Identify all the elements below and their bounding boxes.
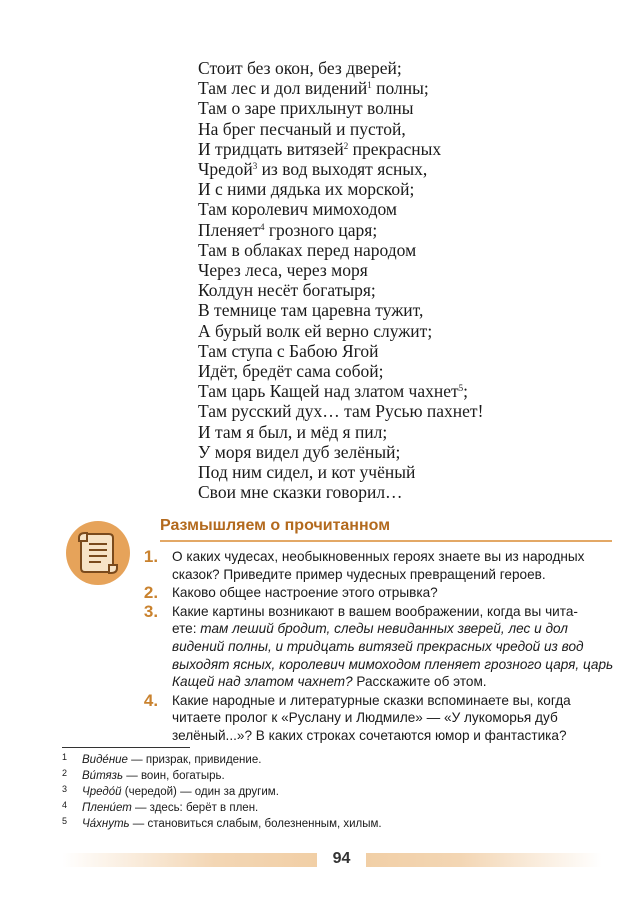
poem-line: Стоит без окон, без дверей; xyxy=(198,58,402,78)
question-item xyxy=(140,548,615,583)
poem xyxy=(198,58,598,502)
section-title: Размышляем о прочитанном xyxy=(160,517,391,534)
poem-line: Чредой$^3$ из вод выходят ясных, xyxy=(198,159,428,180)
footnote-number: 2 xyxy=(62,768,68,778)
poem-line: И тридцать витязей$^2$ прекрасных xyxy=(198,138,442,159)
questions-list xyxy=(140,548,615,746)
footnote-number: 3 xyxy=(62,784,68,794)
question-item xyxy=(140,692,615,745)
page-number: 94 xyxy=(332,850,351,867)
poem-line: А бурый волк ей верно служит; xyxy=(198,320,433,341)
footnote-item xyxy=(62,800,602,816)
question-text: Какие картины возникают в вашем воображении, когда вы чита- ете: там леший бродит, следы невиданных зверей, лес и дол видений полны, и тридцать витязей прекрасных чредой из вод выходят ясных, королевич мимоходом пленяет грозного царя, царь Кащей над златом чахнет? Расскажите об этом. xyxy=(172,603,614,690)
poem-line: В темнице там царевна тужит, xyxy=(198,300,424,321)
poem-line: Там о заре прихлынут волны xyxy=(198,98,414,119)
poem-line: И с ними дядька их морской; xyxy=(198,179,415,200)
footer-bar-right xyxy=(366,853,602,867)
footnote-definition: — становиться слабым, болезненным, хилым. xyxy=(129,818,382,830)
poem-line: Под ним сидел, и кот учёный xyxy=(198,462,416,483)
poem-line: Колдун несёт богатыря; xyxy=(198,280,376,301)
footnote-item xyxy=(62,784,602,800)
title-divider xyxy=(160,540,612,542)
footnote-ref: 4 xyxy=(259,221,265,232)
footnote-term: Ви́тязь xyxy=(82,770,124,782)
poem-line: Там лес и дол видений$^1$ полны; xyxy=(198,78,429,99)
poem-line: У моря видел дуб зелёный; xyxy=(198,441,401,462)
poem-line: Пленяет$^4$ грозного царя; xyxy=(198,219,378,240)
footnote-ref: 3 xyxy=(252,161,258,172)
footnote-item xyxy=(62,768,602,784)
poem-line: На брег песчаный и пустой, xyxy=(198,118,406,139)
poem-line: Там королевич мимоходом xyxy=(198,199,397,220)
question-text: О каких чудесах, необыкновенных героях знаете вы из народных сказок? Приведите пример чудесных превращений героев. xyxy=(172,549,585,582)
question-number: 3. xyxy=(143,601,159,621)
scroll-icon xyxy=(65,520,131,586)
footnote-definition: — здесь: берёт в плен. xyxy=(131,802,259,814)
question-number: 2. xyxy=(143,583,159,603)
footnote-divider xyxy=(62,747,190,748)
footnotes-list xyxy=(62,752,602,832)
footnote-definition: — воин, богатырь. xyxy=(123,770,225,782)
poem-line: Идёт, бредёт сама собой; xyxy=(198,361,384,382)
footnote-number: 1 xyxy=(62,752,68,762)
footnote-ref: 5 xyxy=(458,383,464,394)
footnote-number: 4 xyxy=(62,800,68,810)
question-number: 4. xyxy=(143,690,159,710)
question-item xyxy=(140,584,615,602)
question-item xyxy=(140,603,615,691)
footnote-term: Плени́ет xyxy=(82,802,132,814)
poem-line: Свои мне сказки говорил… xyxy=(198,482,403,503)
footnote-definition: — призрак, привидение. xyxy=(127,754,262,766)
poem-line: Там царь Кащей над златом чахнет$^5$; xyxy=(198,381,469,402)
question-number: 1. xyxy=(143,547,159,566)
footnote-ref: 2 xyxy=(343,140,349,151)
footnote-definition: (чередой) — один за другим. xyxy=(121,786,279,798)
footnote-term: Чредо́й xyxy=(82,786,122,798)
footer-bar-left xyxy=(62,853,317,867)
poem-line: Через леса, через моря xyxy=(198,260,368,281)
footnote-term: Ча́хнуть xyxy=(82,818,130,830)
poem-line: Там русский дух… там Русью пахнет! xyxy=(198,401,484,422)
footnote-item xyxy=(62,752,602,768)
footnote-number: 5 xyxy=(62,816,68,826)
question-text: Каково общее настроение этого отрывка? xyxy=(172,585,438,601)
footnote-ref: 1 xyxy=(367,80,372,91)
poem-line: И там я был, и мёд я пил; xyxy=(198,421,388,442)
footnote-term: Виде́ние xyxy=(82,754,128,766)
poem-line: Там ступа с Бабою Ягой xyxy=(198,340,379,361)
question-text: Какие народные и литературные сказки вспоминаете вы, когда читаете пролог к «Руслану и Людмиле» — «У лукоморья дуб зелёный...»? В каких строках сочетаются юмор и фантастика? xyxy=(172,692,571,743)
footnote-item xyxy=(62,816,602,832)
poem-line: Там в облаках перед народом xyxy=(198,239,417,260)
